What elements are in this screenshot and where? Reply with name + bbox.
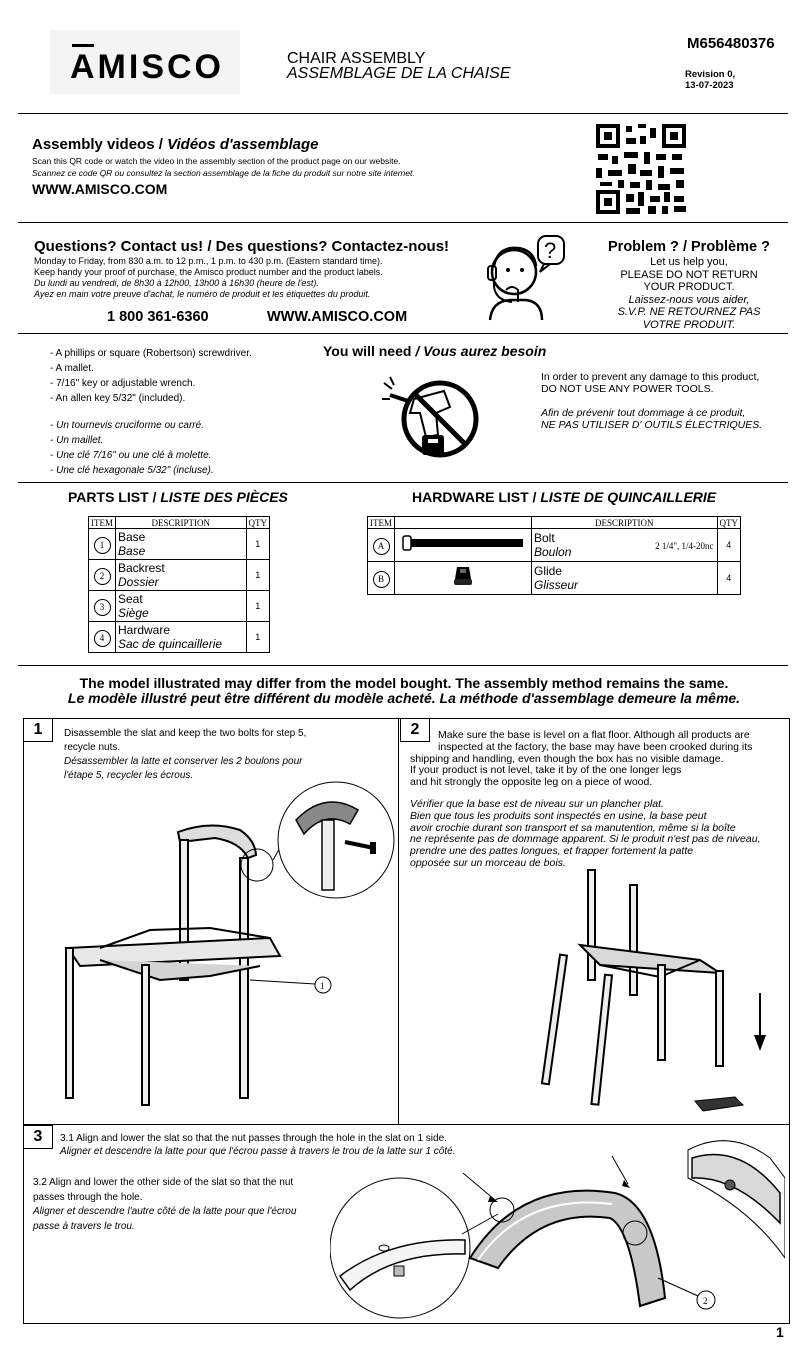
revision-date: 13-07-2023 [685,80,734,91]
page-number: 1 [776,1324,784,1340]
tools-title-fr: / Vous aurez besoin [415,343,547,359]
step-line: 3.1 Align and lower the slat so that the nut passes through the hole in the slat on 1 side. [60,1133,447,1144]
table-row [89,622,270,653]
callout-number: 2 [703,1296,708,1306]
part-name-fr: Siège [118,606,149,620]
hardware-qty: 4 [717,562,741,595]
hardware-name-fr: Boulon [534,545,572,559]
col-header: DESCRIPTION [532,517,718,529]
tool-item: - Une clé hexagonale 5/32" (incluse). [50,465,214,476]
logo-bar [72,44,94,47]
step-line: passes through the hole. [33,1191,143,1203]
step-line: passe à travers le trou. [33,1220,135,1232]
notice-fr: Le modèle illustré peut être différent du modèle acheté. La méthode d'assemblage demeure la même. [67,690,741,706]
item-letter: B [373,571,390,588]
step-divider-vertical [398,718,399,1124]
step1-text [64,727,306,783]
step2-text [410,730,788,870]
parts-title [68,489,288,505]
step-line: If your product is not level, take it by of the one longer legs [410,764,682,777]
revision: Revision 0, [685,69,736,80]
videos-title [32,136,318,153]
item-number: 1 [94,537,111,554]
doc-title-fr: ASSEMBLAGE DE LA CHAISE [287,65,511,82]
step-line: and hit strongly the opposite leg on a piece of wood. [410,776,653,789]
contact-line1: Monday to Friday, from 830 a.m. to 12 p.m., 1 p.m. to 430 p.m. (Eastern standard time). [34,256,383,266]
hardware-title-fr: LISTE DE QUINCAILLERIE [540,489,717,505]
part-qty: 1 [246,591,270,622]
tool-item: - 7/16" key or adjustable wrench. [50,378,196,389]
part-name-fr: Sac de quincaillerie [118,637,223,651]
hardware-qty: 4 [717,529,741,562]
parts-title-fr: LISTE DES PIÈCES [160,489,288,505]
part-name-fr: Base [118,544,146,558]
col-header: QTY [246,517,270,529]
step-number: 3 [23,1125,53,1149]
part-name-fr: Dossier [118,575,159,589]
videos-title-fr: Vidéos d'assemblage [167,136,319,153]
step-number: 1 [23,718,53,742]
contact-url[interactable]: WWW.AMISCO.COM [267,309,408,325]
warning-line: Afin de prévenir tout dommage à ce produit, [541,407,746,419]
doc-title: CHAIR ASSEMBLY [287,50,426,67]
hardware-spec: 2 1/4", 1/4-20nc [655,541,714,551]
col-header: ITEM [368,517,395,529]
tools-list-en [50,346,252,406]
notice-en: The model illustrated may differ from the model bought. The assembly method remains the same. [79,675,729,691]
support-person-icon [482,230,572,322]
step-line: Bien que tous les produits sont inspectés en usine, la base peut [410,809,707,822]
question-mark: ? [544,238,557,263]
problem-line: Let us help you, [650,256,728,268]
parts-title-en: PARTS LIST / [68,489,161,505]
contact-line3: Du lundi au vendredi, de 8h30 à 12h00, 13h00 à 16h30 (heure de l'est). [34,278,319,288]
step-line: Disassemble the slat and keep the two bolts for step 5, [64,728,307,739]
glide-icon [453,565,473,587]
table-row [89,529,270,560]
contact-line2: Keep handy your proof of purchase, the Amisco product number and the product labels. [34,267,383,277]
videos-url[interactable]: WWW.AMISCO.COM [32,181,168,197]
tools-title [323,343,546,359]
divider [18,222,788,223]
warning-text [541,371,762,431]
step2-base-illustration [540,865,785,1120]
step-line: l'étape 5, recycler les écrous. [64,770,194,781]
problem-line: Laissez-nous vous aider, [628,293,750,306]
divider [18,113,788,114]
part-name: Hardware [118,623,171,637]
hardware-table [367,516,741,595]
step-line: prendre une des pattes longues, et frapper fortement la patte [410,845,694,858]
step-line: Vérifier que la base est de niveau sur un plancher plat. [410,797,664,810]
hardware-name-fr: Glisseur [534,578,579,592]
table-row [368,529,741,562]
table-row [89,591,270,622]
part-name: Backrest [118,561,165,575]
step-line: Make sure the base is level on a flat floor. Although all products are [438,729,750,741]
qr-code[interactable] [596,124,686,214]
logo: AMISCO [70,48,224,86]
step-line: avoir crochie durant son transport et sa manutention, même si la boîte [410,821,736,834]
step-line: Aligner et descendre l'autre côté de la latte pour que l'écrou [33,1206,297,1217]
step-line: opposée sur un morceau de bois. [410,856,566,869]
step1-chair-illustration [40,780,395,1120]
tool-item: - A phillips or square (Robertson) screwdriver. [50,348,252,359]
part-qty: 1 [246,560,270,591]
problem-title: Problem ? / Problème ? [608,239,770,255]
step3-slat-illustration [330,1138,785,1320]
step-line: inspected at the factory, the base may have been crooked during its [438,740,753,753]
tool-item: - A mallet. [50,363,94,374]
part-name: Seat [118,592,143,606]
bolt-icon [401,535,525,551]
tools-title-en: You will need [323,343,416,359]
divider [18,333,788,334]
step-line: ne représente pas de dommage apparent. Si le produit n'est pas de niveau, [410,833,761,846]
tool-item: - Un tournevis cruciforme ou carré. [50,420,204,431]
item-number: 3 [94,599,111,616]
part-qty: 1 [246,529,270,560]
part-name: Base [118,530,146,544]
step-line: recycle nuts. [64,742,121,753]
parts-table [88,516,270,653]
callout-number: 1 [320,981,325,991]
videos-line2: Scannez ce code QR ou consultez la section assemblage de la fiche du produit sur notre site internet. [32,168,415,178]
hardware-title [412,489,716,505]
contact-title: Questions? Contact us! / Des questions? Contactez-nous! [34,238,450,255]
problem-line: YOUR PRODUCT. [643,281,735,293]
tool-item: - Une clé 7/16" ou une clé à molette. [50,450,212,461]
step-number: 2 [400,718,430,742]
no-power-tools-icon [380,373,485,465]
tool-item: - An allen key 5/32" (included). [50,393,186,404]
hardware-name: Glide [534,564,563,578]
problem-line: VOTRE PRODUIT. [642,318,736,331]
table-row [368,562,741,595]
videos-title-en: Assembly videos / [32,136,168,153]
step-line: shipping and handling, even though the box has no visible damage. [410,752,724,765]
col-header: ITEM [89,517,116,529]
problem-line: PLEASE DO NOT RETURN [620,268,758,281]
step3-text-b [33,1176,296,1234]
videos-line1: Scan this QR code or watch the video in the assembly section of the product page on our website. [32,156,401,166]
warning-line: In order to prevent any damage to this product, [541,371,760,383]
product-code: M656480376 [687,35,775,52]
col-header: DESCRIPTION [116,517,247,529]
divider [18,482,788,483]
warning-line: DO NOT USE ANY POWER TOOLS. [541,383,714,395]
step-line: Désassembler la latte et conserver les 2 boulons pour [64,756,303,767]
contact-line4: Ayez en main votre preuve d'achat, le numéro de produit et les étiquettes du produit. [34,289,371,299]
step-line: Aligner et descendre la latte pour que l'écrou passe à travers le trou de la latte sur 1 côté. [60,1146,456,1157]
step-divider-horizontal [23,1124,789,1125]
item-number: 2 [94,568,111,585]
step-line: 3.2 Align and lower the other side of the slat so that the nut [33,1177,294,1188]
tool-item: - Un maillet. [50,435,104,446]
problem-line: S.V.P. NE RETOURNEZ PAS [617,306,761,318]
warning-line: NE PAS UTILISER D' OUTILS ÉLECTRIQUES. [541,419,763,431]
part-qty: 1 [246,622,270,653]
problem-text [584,256,794,331]
col-header-image [395,517,532,529]
item-letter: A [373,538,390,555]
table-row [89,560,270,591]
col-header: QTY [717,517,741,529]
item-number: 4 [94,630,111,647]
divider [18,665,788,666]
hardware-title-en: HARDWARE LIST / [412,489,541,505]
contact-phone[interactable]: 1 800 361-6360 [107,309,209,325]
tools-list-fr [50,418,214,478]
hardware-name: Bolt [534,531,555,545]
